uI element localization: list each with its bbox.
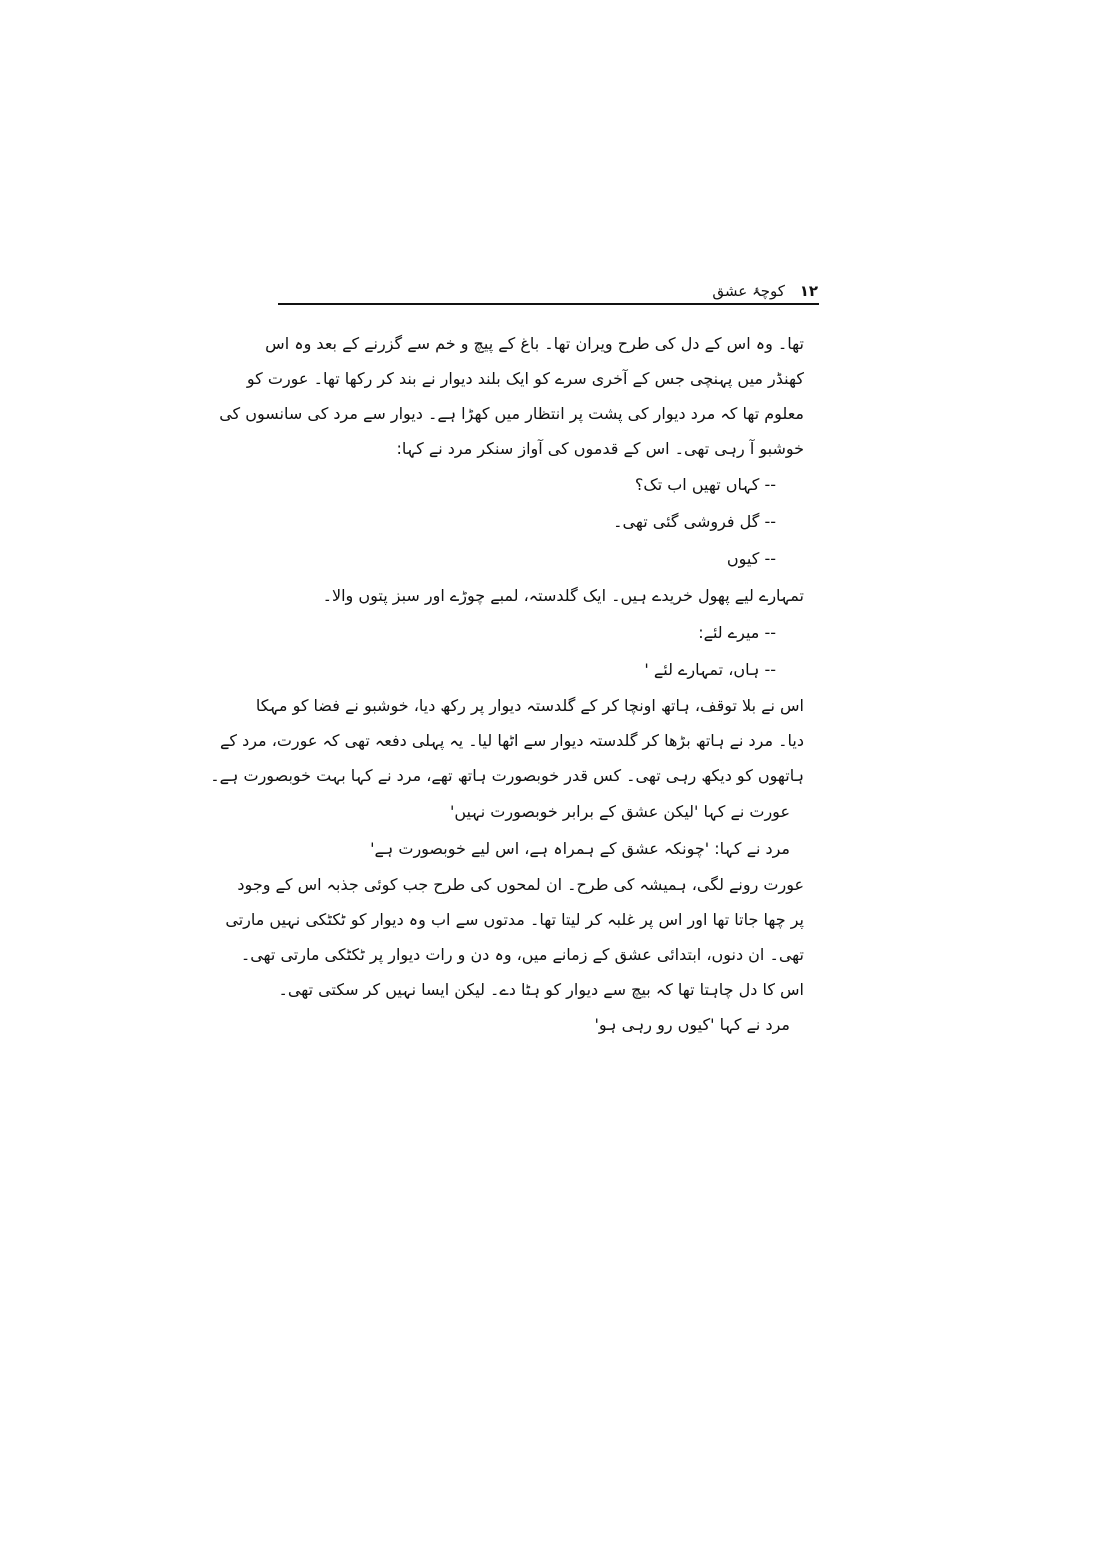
text-line: کھنڈر میں پہنچی جس کے آخری سرے کو ایک بلند دیوار نے بند کر رکھا تھا۔ عورت کو (246, 369, 804, 388)
text-line: پر چھا جاتا تھا اور اس پر غلبہ کر لیتا تھا۔ مدتوں سے اب وہ دیوار کو ٹکٹکی نہیں مارتی (225, 910, 804, 929)
text-line: تمہارے لیے پھول خریدے ہیں۔ ایک گلدستہ، لمبے چوڑے اور سبز پتوں والا۔ (322, 586, 804, 605)
text-line: مرد نے کہا 'کیوں رو رہی ہو' (594, 1015, 790, 1034)
text-line: تھا۔ وہ اس کے دل کی طرح ویران تھا۔ باغ کے پیچ و خم سے گزرنے کے بعد وہ اس (265, 334, 804, 353)
text-line: اس کا دل چاہتا تھا کہ بیچ سے دیوار کو ہٹا دے۔ لیکن ایسا نہیں کر سکتی تھی۔ (278, 980, 804, 999)
text-line: اس نے بلا توقف، ہاتھ اونچا کر کے گلدستہ دیوار پر رکھ دیا، خوشبو نے فضا کو مہکا (255, 696, 804, 715)
text-line: دیا۔ مرد نے ہاتھ بڑھا کر گلدستہ دیوار سے اٹھا لیا۔ یہ پہلی دفعہ تھی کہ عورت، مرد کے (220, 731, 804, 750)
running-header (278, 280, 818, 302)
dialogue-line: -- میرے لئے: (698, 623, 776, 642)
text-line: خوشبو آ رہی تھی۔ اس کے قدموں کی آواز سنکر مرد نے کہا: (396, 439, 804, 458)
text-line: معلوم تھا کہ مرد دیوار کی پشت پر انتظار میں کھڑا ہے۔ دیوار سے مرد کی سانسوں کی (219, 404, 804, 423)
dialogue-line: -- کیوں (726, 549, 776, 568)
text-line: عورت نے کہا 'لیکن عشق کے برابر خوبصورت نہیں' (449, 802, 790, 821)
book-title: کوچۂ عشق (712, 282, 785, 300)
text-line: تھی۔ ان دنوں، ابتدائی عشق کے زمانے میں، وہ دن و رات دیوار پر ٹکٹکی مارتی تھی۔ (240, 945, 804, 964)
dialogue-line: -- ہاں، تمہارے لئے ' (644, 660, 776, 679)
text-line: مرد نے کہا: 'چونکہ عشق کے ہمراہ ہے، اس لیے خوبصورت ہے' (370, 839, 790, 858)
text-line: ہاتھوں کو دیکھ رہی تھی۔ کس قدر خوبصورت ہاتھ تھے، مرد نے کہا بہت خوبصورت ہے۔ (210, 766, 804, 785)
page-number: ١٢ (799, 282, 818, 300)
dialogue-line: -- کہاں تھیں اب تک؟ (634, 475, 776, 494)
text-line: عورت رونے لگی، ہمیشہ کی طرح۔ ان لمحوں کی طرح جب کوئی جذبہ اس کے وجود (237, 875, 804, 894)
dialogue-line: -- گل فروشی گئی تھی۔ (613, 512, 776, 531)
body-text (210, 326, 804, 1042)
header-rule (278, 303, 819, 305)
